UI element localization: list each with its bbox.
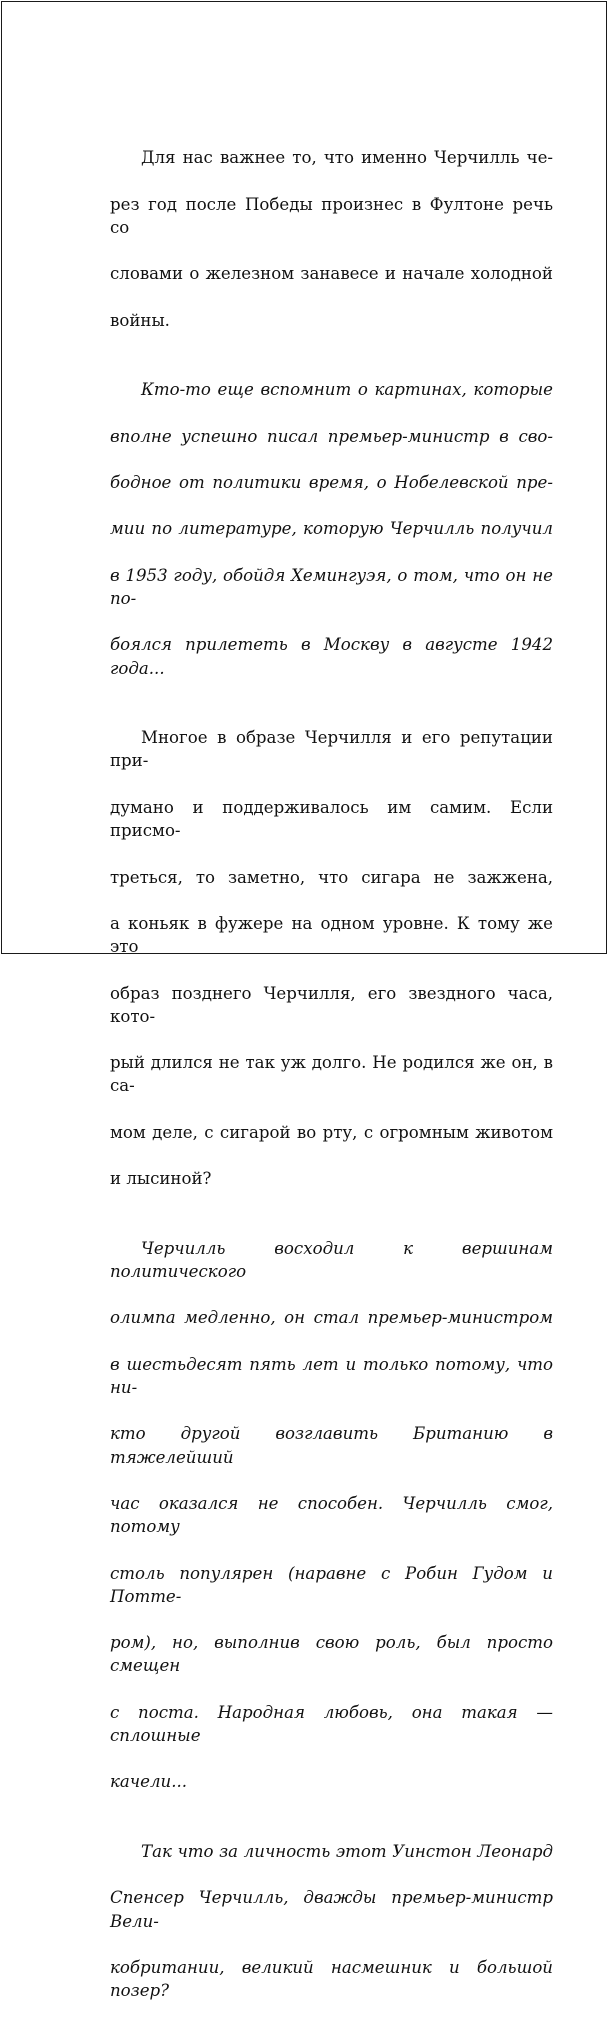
text-line: бодное от политики время, о Нобелевской пре- [110,473,553,493]
text-line: думано и поддерживалось им самим. Если присмо- [110,797,553,841]
text-line: мом деле, с сигарой во рту, с огромным животом [110,1122,553,1142]
text-line: в шестьдесят пять лет и только потому, что ни- [110,1354,553,1397]
text-line: Для нас важнее то, что именно Черчилль че- [141,148,553,168]
text-line: Черчилль восходил к вершинам политического [110,1238,553,1281]
paragraph-4 [110,1214,553,1817]
text-line: и лысиной? [110,1169,212,1189]
text-line: столь популярен (наравне с Робин Гудом и Потте- [110,1563,553,1606]
text-line: кто другой возглавить Британию в тяжелейший [110,1424,553,1467]
text-line: рез год после Победы произнес в Фултоне речь со [110,194,553,237]
text-line: ром), но, выполнив свою роль, был просто смещен [110,1633,553,1676]
text-line: олимпа медленно, он стал премьер-министром [110,1308,553,1328]
text-line: мии по литературе, которую Черчилль получил [110,519,553,539]
book-page [1,1,607,2001]
paragraph-5 [110,1817,553,2026]
text-line: треться, то заметно, что сигара не зажжена, [110,867,553,887]
paragraph-1 [110,123,553,355]
text-line: с поста. Народная любовь, она такая — сплошные [110,1702,553,1746]
text-line: в 1953 году, обойдя Хемингуэя, о том, что он не по- [110,565,553,609]
paragraph-3 [110,703,553,1213]
text-line: словами о железном занавесе и начале холодной [110,264,553,284]
text-line: а коньяк в фужере на одном уровне. К тому же это [110,913,553,957]
text-line: боялся прилететь в Москву в августе 1942 года... [110,635,553,678]
text-line: кобритании, великий насмешник и большой позер? [110,1958,553,2001]
text-line: час оказался не способен. Черчилль смог, потому [110,1493,553,1537]
text-line: Спенсер Черчилль, дважды премьер-министр Вели- [110,1888,553,1931]
text-line: вполне успешно писал премьер-министр в сво- [110,426,553,446]
body-text [110,123,553,2026]
text-line: образ позднего Черчилля, его звездного часа, кото- [110,983,553,1026]
text-line: Кто-то еще вспомнит о картинах, которые [141,380,553,400]
text-line: качели... [110,1772,188,1792]
text-line: рый длился не так уж долго. Не родился же он, в са- [110,1053,553,1096]
paragraph-2 [110,355,553,703]
text-line: Многое в образе Черчилля и его репутации при- [110,728,553,771]
text-line: войны. [110,310,170,330]
text-line: Так что за личность этот Уинстон Леонард [141,1842,553,1862]
